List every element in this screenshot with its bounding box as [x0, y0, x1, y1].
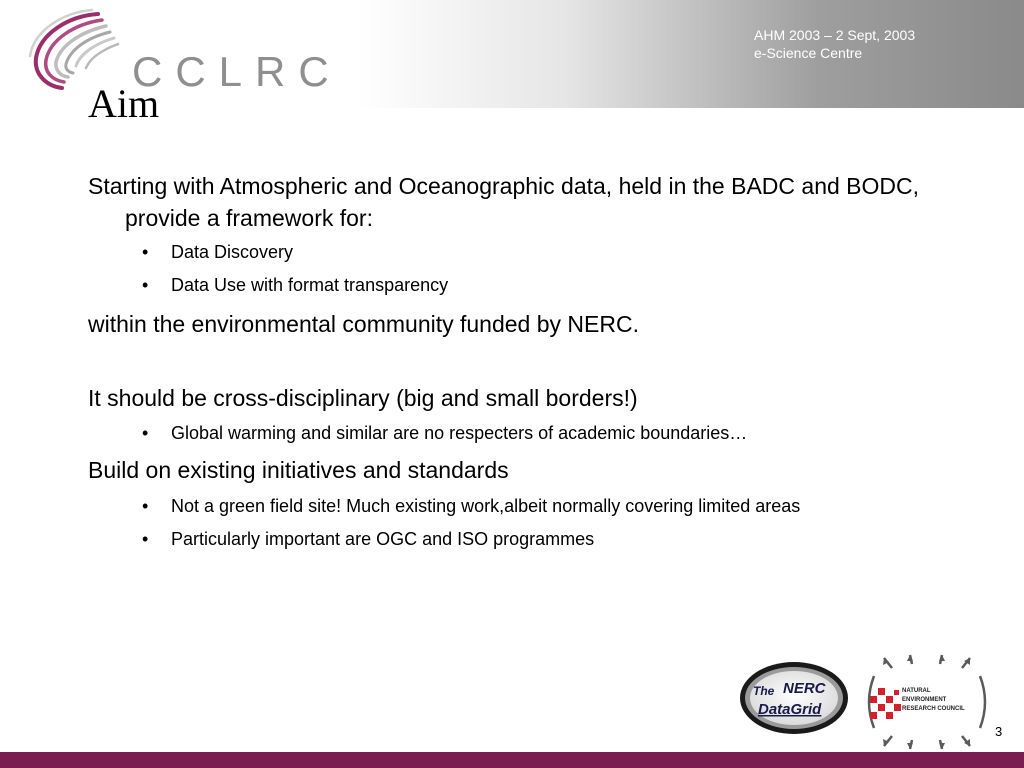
cross-paragraph: It should be cross-disciplinary (big and small borders!) [88, 385, 638, 411]
datagrid-the-text: The [753, 684, 775, 698]
slide-body [88, 170, 928, 552]
bullet-dot: • [142, 529, 149, 549]
within-paragraph: within the environmental community funded by NERC. [88, 311, 639, 337]
bullet-text: Data Discovery [171, 242, 294, 262]
intro-paragraph: Starting with Atmospheric and Oceanographic data, held in the BADC and BODC, provide a framework for: [88, 173, 920, 231]
bullet-dot: • [142, 275, 149, 295]
bullet-dot: • [142, 242, 149, 262]
event-date: AHM 2003 – 2 Sept, 2003 [754, 27, 916, 43]
slide-title: Aim [88, 81, 160, 126]
nerc-datagrid-logo [738, 660, 850, 736]
cclrc-logo-text: CCLRC [132, 48, 342, 95]
bullet-green-field [88, 494, 928, 519]
datagrid-nerc-text: NERC [783, 680, 826, 697]
bullet-text: Particularly important are OGC and ISO programmes [171, 529, 595, 549]
bullet-dot: • [142, 423, 149, 443]
bullet-data-use [88, 273, 928, 298]
build-paragraph: Build on existing initiatives and standards [88, 457, 509, 483]
bullet-dot: • [142, 496, 149, 516]
council-line2: ENVIRONMENT [902, 697, 947, 703]
cclrc-logo [28, 6, 342, 102]
page-number: 3 [995, 724, 1003, 739]
event-venue: e-Science Centre [754, 45, 863, 61]
bullet-ogc-iso [88, 527, 928, 552]
council-line1: NATURAL [902, 688, 931, 694]
event-info [754, 26, 915, 62]
bullet-global-warming [88, 421, 928, 446]
nerc-council-logo [862, 654, 992, 750]
footer-band [0, 752, 1024, 768]
bullet-data-discovery [88, 240, 928, 265]
bullet-text: Data Use with format transparency [171, 275, 449, 295]
council-line3: RESEARCH COUNCIL [902, 706, 965, 712]
bullet-text: Global warming and similar are no respecters of academic boundaries… [171, 423, 748, 443]
datagrid-name-text: DataGrid [758, 701, 822, 718]
bullet-text: Not a green field site! Much existing work,albeit normally covering limited areas [171, 496, 801, 516]
